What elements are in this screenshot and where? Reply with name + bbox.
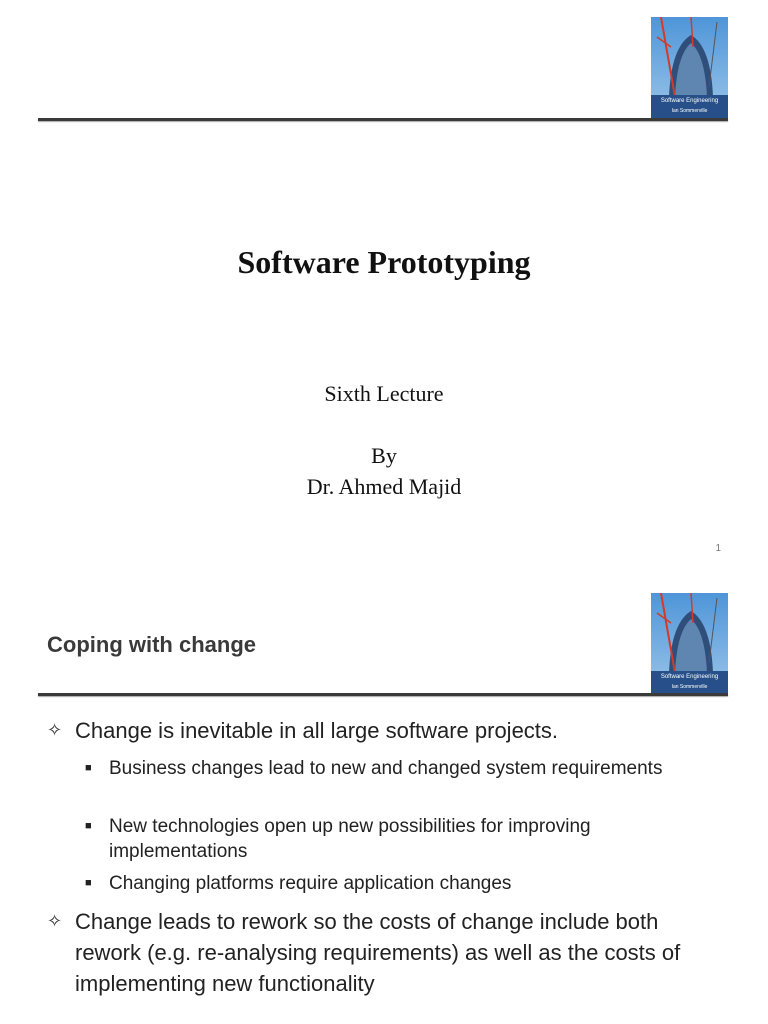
header-rule (38, 693, 728, 696)
bullet-item (47, 715, 727, 746)
header-rule (38, 118, 728, 121)
cover-author: Ian Sommerville (671, 108, 708, 114)
slide-title: Software Prototyping (237, 244, 531, 280)
sub-bullet-item (85, 756, 685, 781)
bullet-item (47, 906, 727, 999)
bullet-text: Change is inevitable in all large software projects. (75, 718, 559, 743)
sub-bullet-text: Business changes lead to new and changed system requirements (109, 758, 663, 779)
cover-title: Software Engineering (660, 674, 719, 680)
square-bullet-icon: ■ (85, 820, 92, 832)
bullet-text: Change leads to rework so the costs of change include both rework (e.g. re-analysing requirements) as well as the costs of implementing new functionality (75, 909, 681, 996)
diamond-star-icon: ✧ (47, 911, 63, 931)
square-bullet-icon: ■ (85, 877, 92, 889)
sub-bullet-item (85, 814, 685, 864)
sub-bullet-text: Changing platforms require application changes (109, 873, 512, 894)
sub-bullet-text: New technologies open up new possibilities for improving implementations (109, 816, 591, 862)
author-name: Dr. Ahmed Majid (306, 474, 462, 499)
slide-subtitle: Sixth Lecture (324, 381, 444, 406)
by-label: By (371, 443, 397, 468)
book-cover-image (651, 593, 728, 696)
square-bullet-icon: ■ (85, 762, 92, 774)
diamond-star-icon: ✧ (47, 720, 63, 740)
book-cover-image (651, 17, 728, 120)
content-slide (0, 576, 768, 1024)
page-number: 1 (715, 543, 721, 554)
cover-title: Software Engineering (660, 98, 719, 104)
sub-bullet-item (85, 871, 685, 896)
slide-title: Coping with change (47, 632, 256, 657)
cover-author: Ian Sommerville (671, 684, 708, 690)
